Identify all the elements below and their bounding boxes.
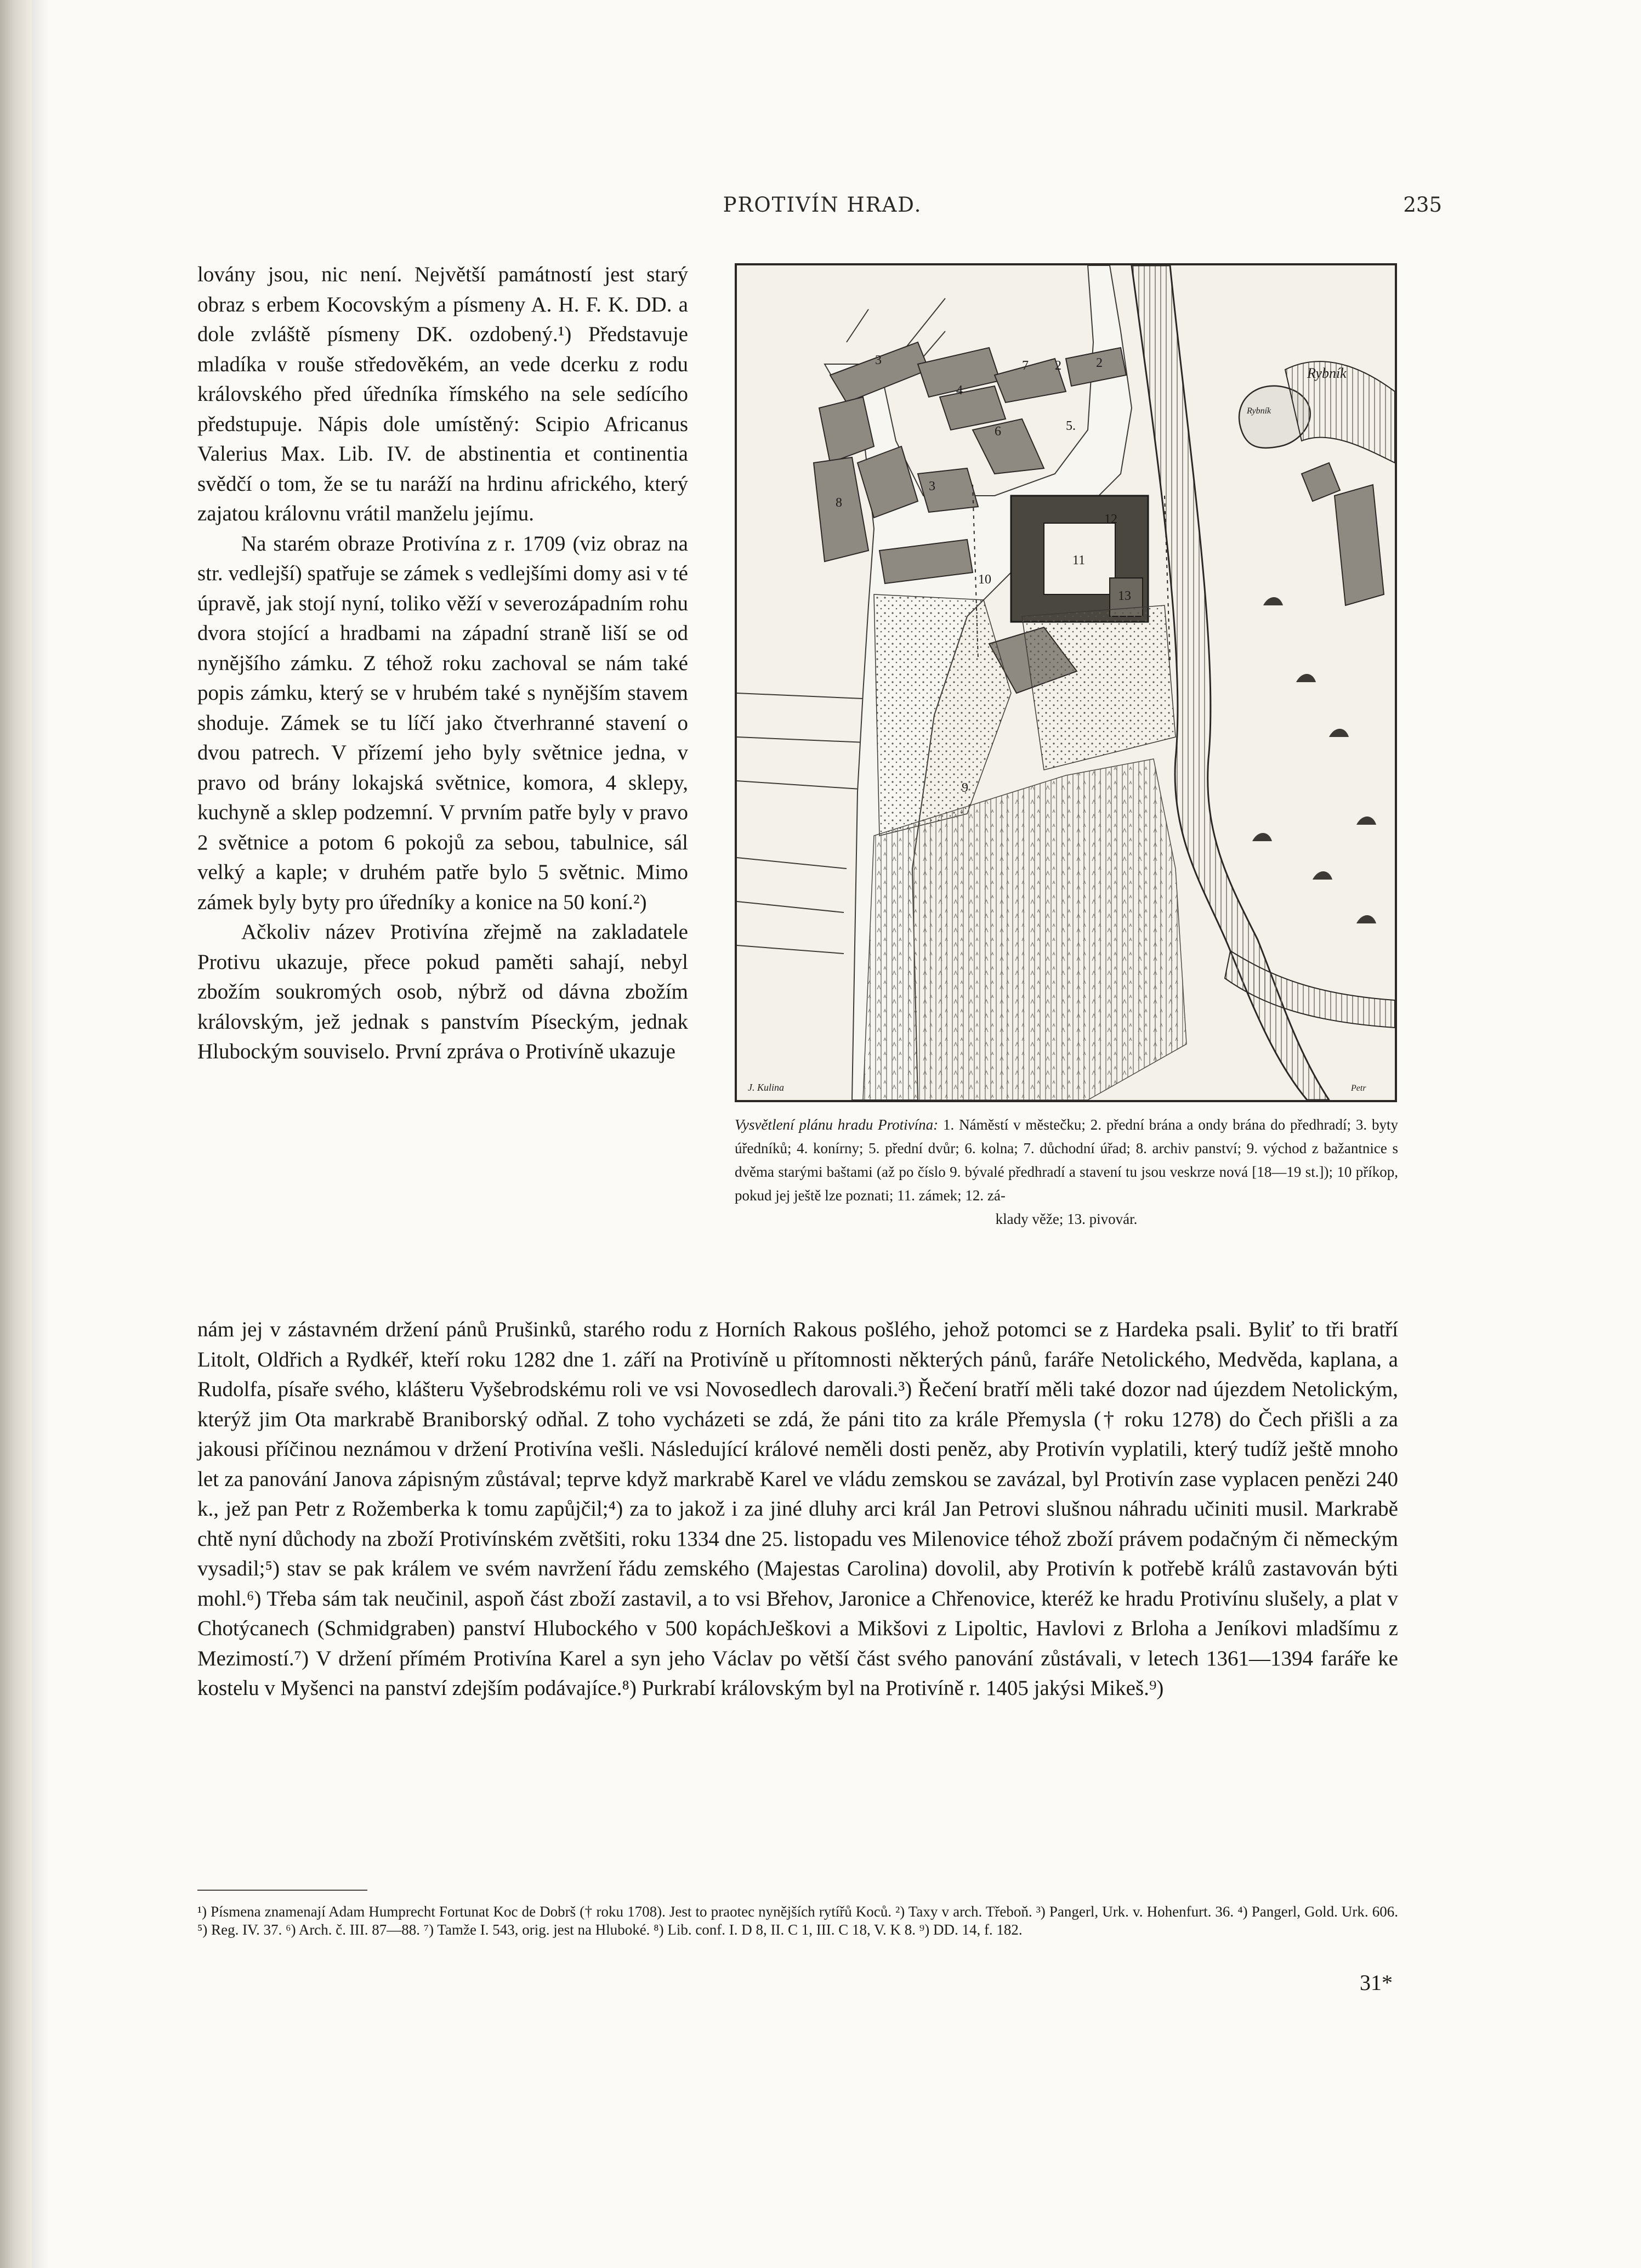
paragraph-3: Ačkoliv název Protivína zřejmě na zakladatele Protivu ukazuje, přece pokud paměti sahají, nebyl zbožím soukromých osob, nýbrž od dávna zbožím královským, jež jednak s panstvím Píseckým, jednak Hlubockým souviselo. První zpráva o Protivíně ukazuje [197, 920, 688, 1063]
full-width-text [197, 1315, 1398, 1704]
plan-label-3b: 3 [929, 479, 935, 494]
plan-label-9: 9 [962, 781, 968, 795]
plan-artist-left: J. Kulina [748, 1082, 784, 1093]
plan-label-3: 3 [875, 353, 882, 367]
plan-label-10: 10 [978, 572, 991, 587]
plan-label-2: 2 [1055, 359, 1061, 373]
book-spine-shadow [0, 0, 32, 2268]
footnote-divider [197, 1890, 367, 1891]
plan-label-pond-small: Rybník [1247, 406, 1271, 416]
footnotes [197, 1903, 1398, 1939]
plan-label-13: 13 [1118, 589, 1131, 603]
caption-last-line: klady věže; 13. pivovár. [995, 1211, 1138, 1227]
signature-mark: 31* [1360, 1970, 1393, 1995]
plan-artist-right: Petr [1351, 1084, 1366, 1093]
paragraph-2: Na starém obraze Protivína z r. 1709 (viz obraz na str. vedlejší) spatřuje se zámek s vedlejšími domy asi v té úpravě, jak stojí nyní, toliko věží v severozápadním rohu dvora stojící a hradbami na západní straně liší se od nynějšího zámku. Z téhož roku zachoval se nám také popis zámku, který se v hrubém také s nynějším stavem shoduje. Zámek se tu líčí jako čtverhranné stavení o dvou patrech. V přízemí jeho byly světnice jedna, v pravo od brány lokajská světnice, komora, 4 sklepy, kuchyně a sklep podzemní. V prvním patře byly v pravo 2 světnice a potom 6 pokojů za sebou, tabulnice, sál velký a kaple; v druhém patře bylo 5 světnic. Mimo zámek byly byty pro úředníky a konice na 50 koní.²) [197, 531, 688, 914]
plan-label-8: 8 [836, 496, 842, 510]
caption-title: Vysvětlení plánu hradu Protivína: [735, 1116, 939, 1133]
plan-label-6: 6 [995, 424, 1001, 439]
plan-label-4: 4 [956, 383, 963, 398]
figure-caption [735, 1113, 1398, 1231]
running-head-title: PROTIVÍN HRAD. [723, 193, 922, 217]
paragraph-1: lovány jsou, nic není. Největší památností jest starý obraz s erbem Kocovským a písmeny A. H. F. K. DD. a dole zvláště písmeny DK. ozdobený.¹) Představuje mladíka v rouše středověkém, an vede dcerku z rodu královského před úředníka římského na sele sedícího předstupuje. Nápis dole umístěný: Scipio Africanus Valerius Max. Lib. IV. de abstinentia et continentia svědčí o tom, že se tu naráží na hrdinu afrického, který zajatou královnu vrátil manželu jejímu. [197, 263, 688, 525]
plan-label-11: 11 [1072, 553, 1086, 568]
footnote-text: ¹) Písmena znamenají Adam Humprecht Fortunat Koc de Dobrš († roku 1708). Jest to praotec nynějších rytířů Koců. ²) Taxy v arch. Třeboň. ³) Pangerl, Urk. v. Hohenfurt. 36. ⁴) Pangerl, Gold. Urk. 606. ⁵) Reg. IV. 37. ⁶) Arch. č. III. 87—88. ⁷) Tamže I. 543, orig. jest na Hluboké. ⁸) Lib. conf. I. D 8, II. C 1, III. C 18, V. K 8. ⁹) DD. 14, f. 182. [197, 1903, 1398, 1938]
left-column-text [197, 260, 688, 1067]
plan-label-pond: Rybník [1307, 365, 1347, 381]
plan-label-5: 5. [1066, 419, 1076, 433]
caption-body: 1. Náměstí v městečku; 2. přední brána a ondy brána do předhradí; 3. byty úředníků; 4. konírny; 5. přední dvůr; 6. kolna; 7. důchodní úřad; 8. archiv panství; 9. východ z bažantnice s dvěma starými baštami (až po číslo 9. bývalé předhradí a stavení tu jsou veskrze nová [18—19 st.]); 10 příkop, pokud jej ještě lze poznati; 11. zámek; 12. zá- [735, 1116, 1399, 1204]
plan-label-2b: 2 [1096, 356, 1103, 370]
castle-plan-map [737, 265, 1395, 1100]
paragraph-4: nám jej v zástavném držení pánů Prušinků, starého rodu z Horních Rakous pošlého, jehož potomci se z Hardeka psali. Byliť to tři bratří Litolt, Oldřich a Rydkéř, kteří roku 1282 dne 1. září na Protivíně u přítomnosti některých pánů, faráře Netolického, Medvěda, kaplana, a Rudolfa, písaře svého, klášteru Vyšebrodskému roli ve vsi Novosedlech darovali.³) Řečení bratří měli také dozor nad újezdem Netolickým, kterýž jim Ota markrabě Braniborský odňal. Z toho vycházeti se zdá, že páni tito za krále Přemysla († roku 1278) do Čech přišli a za jakousi příčinou neznámou v držení Protivína vešli. Následující králové neměli dosti peněz, aby Protivín vyplatili, který tudíž ještě mnoho let za panování Janova zápisným zůstával; teprve když markrabě Karel ve vládu zemskou se zavázal, byl Protivín zase vyplacen penězi 240 k., jež pan Petr z Rožemberka k tomu zapůjčil;⁴) za to jakož i za jiné dluhy arci král Jan Petrovi slušnou náhradu učiniti musil. Markrabě chtě nyní důchody na zboží Protivínském zvětšiti, roku 1334 dne 25. listopadu ves Milenovice téhož zboží právem podačným či německým vysadil;⁵) stav se pak králem ve svém navržení řádu zemského (Majestas Carolina) dovolil, aby Protivín k potřebě králů zastavován býti mohl.⁶) Třeba sám tak neučinil, aspoň část zboží zastavil, a to vsi Břehov, Jaronice a Chřenovice, kteréž ke hradu Protivínu slušely, a plat v Chotýcanech (Schmidgraben) panství Hlubockého v 500 kopáchJeškovi a Mikšovi z Lipoltic, Havlovi z Brloha a Jeníkovi mladšímu z Mezimostí.⁷) V držení přímém Protivína Karel a syn jeho Václav po větší část svého panování zůstávali, v letech 1361—1394 faráře ke kostelu v Myšenci na panství zdejším podávajíce.⁸) Purkrabí královským byl na Protivíně r. 1405 jakýsi Mikeš.⁹) [197, 1318, 1398, 1700]
page-gutter-shadow [32, 0, 48, 2268]
plan-label-7: 7 [1022, 359, 1029, 373]
castle-plan-figure [735, 263, 1397, 1102]
page-number: 235 [1403, 193, 1442, 217]
plan-label-12: 12 [1104, 512, 1117, 526]
